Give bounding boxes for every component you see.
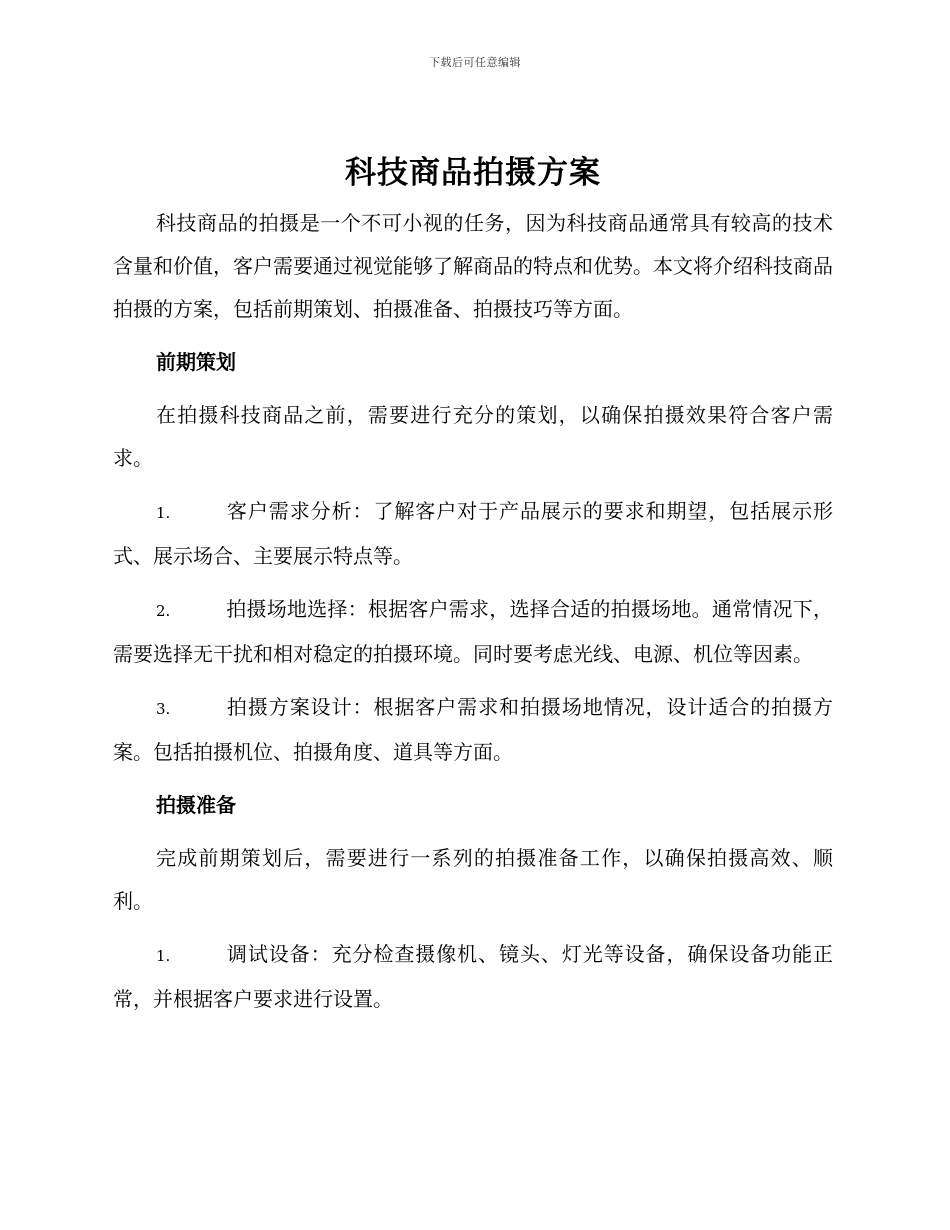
list-item (113, 490, 833, 578)
list-number: 1. (156, 947, 171, 965)
list-item (113, 588, 833, 676)
list-item-text: 拍摄场地选择：根据客户需求，选择合适的拍摄场地。通常情况下，需要选择无干扰和相对稳定的拍摄环境。同时要考虑光线、电源、机位等因素。 (113, 597, 833, 666)
list-number: 1. (156, 504, 171, 522)
list-item-text: 客户需求分析：了解客户对于产品展示的要求和期望，包括展示形式、展示场合、主要展示特点等。 (113, 499, 833, 568)
planning-intro-paragraph: 在拍摄科技商品之前，需要进行充分的策划，以确保拍摄效果符合客户需求。 (113, 403, 833, 470)
header-note: 下载后可任意编辑 (429, 56, 521, 69)
list-number: 2. (156, 602, 171, 620)
list-item (113, 686, 833, 774)
list-item (113, 933, 833, 1021)
list-number: 3. (156, 700, 171, 718)
section-heading-preparation: 拍摄准备 (156, 793, 236, 817)
document-body (113, 150, 833, 1031)
intro-paragraph: 科技商品的拍摄是一个不可小视的任务，因为科技商品通常具有较高的技术含量和价值，客户需要通过视觉能够了解商品的特点和优势。本文将介绍科技商品拍摄的方案，包括前期策划、拍摄准备、拍摄技巧等方面。 (113, 211, 833, 321)
preparation-intro-paragraph: 完成前期策划后，需要进行一系列的拍摄准备工作，以确保拍摄高效、顺利。 (113, 846, 833, 913)
document-title: 科技商品拍摄方案 (345, 155, 601, 191)
list-item-text: 拍摄方案设计：根据客户需求和拍摄场地情况，设计适合的拍摄方案。包括拍摄机位、拍摄角度、道具等方面。 (113, 695, 833, 764)
section-heading-planning: 前期策划 (156, 350, 236, 374)
list-item-text: 调试设备：充分检查摄像机、镜头、灯光等设备，确保设备功能正常，并根据客户要求进行设置。 (113, 942, 833, 1011)
